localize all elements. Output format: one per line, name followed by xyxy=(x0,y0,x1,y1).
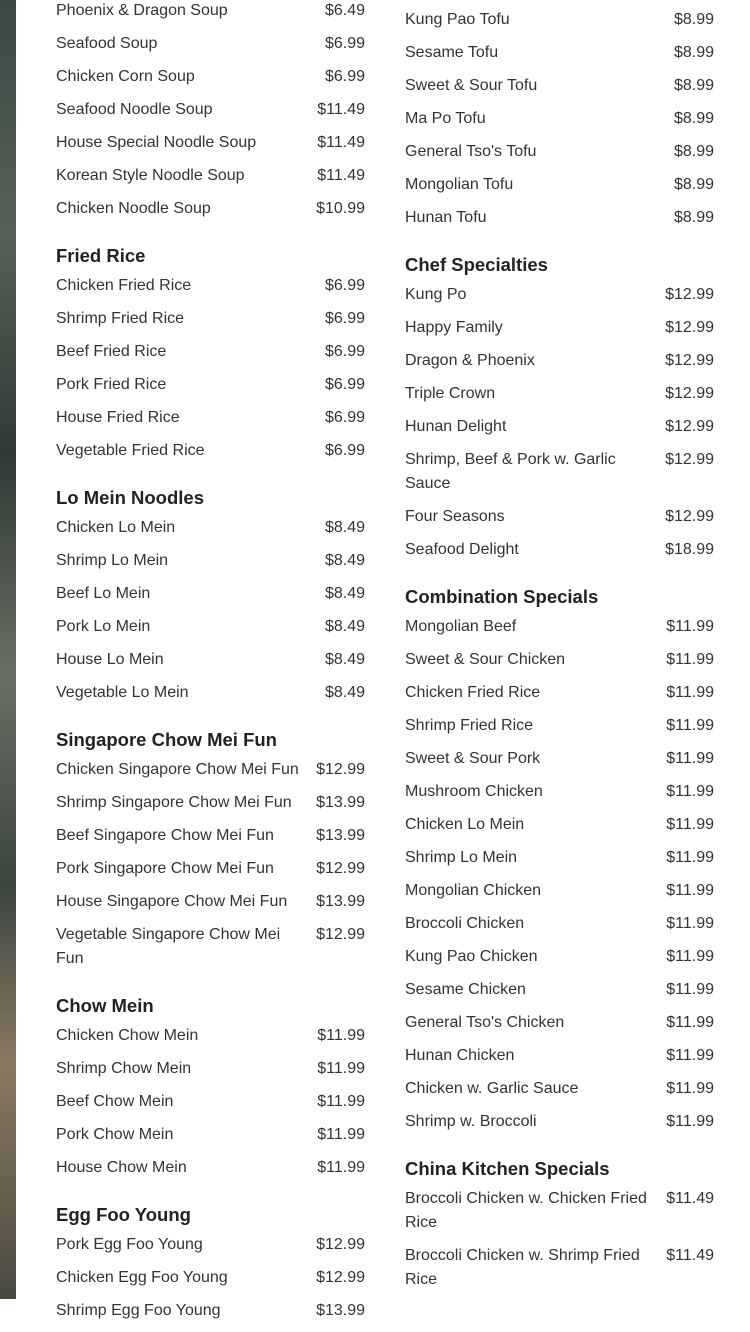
item-price: $11.49 xyxy=(666,1247,714,1264)
menu-item xyxy=(56,0,365,23)
menu-item xyxy=(405,714,714,738)
item-name: Chicken Fried Rice xyxy=(56,277,192,294)
item-price: $8.49 xyxy=(324,519,365,536)
menu-item xyxy=(56,549,365,573)
item-name: Chicken Noodle Soup xyxy=(56,200,211,217)
menu-item xyxy=(405,1011,714,1035)
item-name: Pork Fried Rice xyxy=(56,376,167,393)
menu-item xyxy=(56,890,365,914)
menu-item xyxy=(405,415,714,439)
menu-item xyxy=(56,65,365,89)
menu-item xyxy=(405,1244,714,1292)
item-name: Phoenix & Dragon Soup xyxy=(56,2,228,19)
item-name: Vegetable Fried Rice xyxy=(56,442,205,459)
item-name: Shrimp Egg Foo Young xyxy=(56,1302,221,1319)
menu-item xyxy=(405,681,714,705)
item-price: $11.99 xyxy=(666,915,714,932)
item-name: Pork Chow Mein xyxy=(56,1126,174,1143)
menu-item xyxy=(56,791,365,815)
item-price: $8.49 xyxy=(324,585,365,602)
section-title: China Kitchen Specials xyxy=(405,1158,610,1179)
item-name: Kung Po xyxy=(405,286,467,303)
item-price: $12.99 xyxy=(316,1236,365,1253)
menu-item xyxy=(405,615,714,639)
item-price: $6.49 xyxy=(324,2,365,19)
item-name: Pork Lo Mein xyxy=(56,618,151,635)
item-name: Hunan Chicken xyxy=(405,1047,515,1064)
item-price: $12.99 xyxy=(665,508,714,525)
menu-item xyxy=(405,1110,714,1134)
item-name: Shrimp, Beef & Pork w. Garlic Sauce xyxy=(405,451,616,492)
menu-item xyxy=(405,349,714,373)
menu-item xyxy=(405,780,714,804)
item-name: Ma Po Tofu xyxy=(405,110,486,127)
item-price: $6.99 xyxy=(324,277,365,294)
item-name: Chicken Corn Soup xyxy=(56,68,195,85)
item-name: Dragon & Phoenix xyxy=(405,352,535,369)
menu-item xyxy=(56,1123,365,1147)
item-name: Shrimp Fried Rice xyxy=(405,717,534,734)
menu-item xyxy=(405,1077,714,1101)
item-name: Happy Family xyxy=(405,319,503,336)
item-name: Shrimp Chow Mein xyxy=(56,1060,192,1077)
menu-item xyxy=(405,945,714,969)
item-price: $11.99 xyxy=(317,1093,365,1110)
item-price: $11.49 xyxy=(317,101,365,118)
item-price: $6.99 xyxy=(324,442,365,459)
item-name: Shrimp w. Broccoli xyxy=(405,1113,537,1130)
item-price: $13.99 xyxy=(316,794,365,811)
section-title: Fried Rice xyxy=(56,245,146,266)
item-name: Chicken Lo Mein xyxy=(405,816,525,833)
item-price: $6.99 xyxy=(324,35,365,52)
menu-item xyxy=(56,824,365,848)
item-name: Mongolian Beef xyxy=(405,618,517,635)
menu-item xyxy=(56,32,365,56)
item-name: Chicken Egg Foo Young xyxy=(56,1269,228,1286)
menu-section-chef-specialties xyxy=(405,253,714,562)
item-name: Chicken Fried Rice xyxy=(405,684,541,701)
item-price: $11.99 xyxy=(666,981,714,998)
item-price: $12.99 xyxy=(665,319,714,336)
item-price: $11.99 xyxy=(666,1014,714,1031)
item-name: Four Seasons xyxy=(405,508,505,525)
item-name: Beef Lo Mein xyxy=(56,585,151,602)
menu-item xyxy=(56,615,365,639)
item-price: $11.99 xyxy=(666,1113,714,1130)
menu-item xyxy=(56,131,365,155)
menu-item xyxy=(405,648,714,672)
item-name: Sweet & Sour Tofu xyxy=(405,77,538,94)
item-price: $12.99 xyxy=(316,860,365,877)
item-price: $8.49 xyxy=(324,552,365,569)
item-price: $11.99 xyxy=(317,1027,365,1044)
menu-item xyxy=(56,1090,365,1114)
item-name: Beef Chow Mein xyxy=(56,1093,174,1110)
item-price: $11.99 xyxy=(666,849,714,866)
menu-section-lo-mein-noodles xyxy=(56,486,365,705)
item-name: Vegetable Singapore Chow Mei Fun xyxy=(56,926,281,967)
item-name: General Tso's Tofu xyxy=(405,143,537,160)
section-title: Chow Mein xyxy=(56,995,154,1016)
menu-item xyxy=(405,41,714,65)
item-price: $11.99 xyxy=(666,783,714,800)
item-name: Seafood Delight xyxy=(405,541,519,558)
item-name: Shrimp Fried Rice xyxy=(56,310,185,327)
item-name: Pork Egg Foo Young xyxy=(56,1236,203,1253)
item-price: $13.99 xyxy=(316,827,365,844)
item-price: $8.99 xyxy=(673,77,714,94)
item-name: Shrimp Singapore Chow Mei Fun xyxy=(56,794,292,811)
item-price: $11.99 xyxy=(666,717,714,734)
background-photo-strip xyxy=(0,0,16,1299)
menu-item xyxy=(56,1024,365,1048)
menu-section-combination-specials xyxy=(405,585,714,1134)
menu-section-singapore-chow-mei-fun xyxy=(56,728,365,971)
item-price: $8.49 xyxy=(324,618,365,635)
item-name: Hunan Tofu xyxy=(405,209,487,226)
item-name: House Fried Rice xyxy=(56,409,180,426)
menu-item xyxy=(405,505,714,529)
menu-item xyxy=(405,74,714,98)
item-price: $10.99 xyxy=(316,200,365,217)
menu-item xyxy=(405,747,714,771)
menu-item xyxy=(56,1057,365,1081)
item-name: Broccoli Chicken w. Shrimp Fried Rice xyxy=(405,1247,640,1288)
item-name: General Tso's Chicken xyxy=(405,1014,565,1031)
item-name: Pork Singapore Chow Mei Fun xyxy=(56,860,274,877)
menu-section-egg-foo-young xyxy=(56,1203,365,1323)
item-name: Sweet & Sour Pork xyxy=(405,750,541,767)
item-name: House Singapore Chow Mei Fun xyxy=(56,893,288,910)
item-price: $11.49 xyxy=(317,134,365,151)
item-name: Mushroom Chicken xyxy=(405,783,543,800)
item-price: $11.99 xyxy=(666,1047,714,1064)
item-price: $11.49 xyxy=(317,167,365,184)
menu-item xyxy=(56,923,365,971)
item-name: Sesame Tofu xyxy=(405,44,499,61)
menu-item xyxy=(56,1233,365,1257)
item-name: Chicken Chow Mein xyxy=(56,1027,199,1044)
item-price: $13.99 xyxy=(316,893,365,910)
menu-item xyxy=(405,173,714,197)
item-price: $11.99 xyxy=(317,1159,365,1176)
menu-item xyxy=(56,1156,365,1180)
menu-item xyxy=(405,912,714,936)
menu-section xyxy=(56,0,365,221)
menu-item xyxy=(56,164,365,188)
item-price: $6.99 xyxy=(324,310,365,327)
item-name: Vegetable Lo Mein xyxy=(56,684,189,701)
item-price: $11.99 xyxy=(666,948,714,965)
menu-item xyxy=(56,439,365,463)
menu-item xyxy=(405,206,714,230)
menu-item xyxy=(56,307,365,331)
menu-section-china-kitchen-specials xyxy=(405,1157,714,1292)
item-name: Mongolian Chicken xyxy=(405,882,542,899)
item-price: $12.99 xyxy=(665,385,714,402)
item-price: $12.99 xyxy=(316,761,365,778)
section-title: Combination Specials xyxy=(405,586,599,607)
item-name: Hunan Delight xyxy=(405,418,507,435)
item-price: $11.99 xyxy=(666,882,714,899)
item-name: Shrimp Lo Mein xyxy=(56,552,169,569)
item-price: $12.99 xyxy=(665,352,714,369)
menu-item xyxy=(405,8,714,32)
menu-item xyxy=(56,758,365,782)
menu-item xyxy=(56,648,365,672)
item-name: Chicken w. Garlic Sauce xyxy=(405,1080,579,1097)
item-price: $12.99 xyxy=(665,451,714,468)
item-name: House Special Noodle Soup xyxy=(56,134,257,151)
item-price: $6.99 xyxy=(324,68,365,85)
item-price: $11.99 xyxy=(666,651,714,668)
menu-item xyxy=(405,107,714,131)
item-name: House Lo Mein xyxy=(56,651,164,668)
menu-item xyxy=(56,340,365,364)
item-name: Seafood Noodle Soup xyxy=(56,101,213,118)
item-price: $8.49 xyxy=(324,684,365,701)
item-name: Triple Crown xyxy=(405,385,496,402)
item-price: $11.99 xyxy=(666,750,714,767)
menu-item xyxy=(56,406,365,430)
menu-column-left xyxy=(56,0,365,1332)
item-price: $8.99 xyxy=(673,110,714,127)
item-name: Kung Pao Chicken xyxy=(405,948,538,965)
menu-item xyxy=(405,283,714,307)
item-price: $6.99 xyxy=(324,376,365,393)
section-title: Chef Specialties xyxy=(405,254,548,275)
item-name: Sweet & Sour Chicken xyxy=(405,651,566,668)
menu-item xyxy=(56,1266,365,1290)
item-price: $11.99 xyxy=(317,1060,365,1077)
item-name: Beef Fried Rice xyxy=(56,343,167,360)
menu-item xyxy=(56,582,365,606)
menu-item xyxy=(405,1187,714,1235)
item-price: $8.99 xyxy=(673,44,714,61)
menu-item xyxy=(405,448,714,496)
menu-item xyxy=(405,382,714,406)
menu-item xyxy=(405,538,714,562)
item-price: $8.49 xyxy=(324,651,365,668)
item-price: $11.99 xyxy=(666,1080,714,1097)
item-price: $12.99 xyxy=(665,286,714,303)
item-name: Korean Style Noodle Soup xyxy=(56,167,245,184)
menu-item xyxy=(56,1299,365,1323)
menu-item xyxy=(405,316,714,340)
menu-item xyxy=(405,1044,714,1068)
menu-item xyxy=(56,98,365,122)
item-name: Chicken Singapore Chow Mei Fun xyxy=(56,761,299,778)
menu-section-chow-mein xyxy=(56,994,365,1180)
item-name: Mongolian Tofu xyxy=(405,176,514,193)
menu-item xyxy=(56,197,365,221)
item-price: $8.99 xyxy=(673,11,714,28)
section-title: Lo Mein Noodles xyxy=(56,487,204,508)
menu-item xyxy=(56,516,365,540)
menu-item xyxy=(56,681,365,705)
item-price: $11.99 xyxy=(666,684,714,701)
menu-item xyxy=(405,879,714,903)
menu-item xyxy=(56,274,365,298)
item-name: Chicken Lo Mein xyxy=(56,519,176,536)
item-name: Beef Singapore Chow Mei Fun xyxy=(56,827,274,844)
item-price: $6.99 xyxy=(324,409,365,426)
item-price: $6.99 xyxy=(324,343,365,360)
item-name: House Chow Mein xyxy=(56,1159,187,1176)
item-name: Seafood Soup xyxy=(56,35,158,52)
menu-item xyxy=(405,140,714,164)
menu-item xyxy=(56,373,365,397)
item-price: $12.99 xyxy=(316,1269,365,1286)
item-price: $8.99 xyxy=(673,143,714,160)
section-title: Singapore Chow Mei Fun xyxy=(56,729,277,750)
item-name: Broccoli Chicken xyxy=(405,915,525,932)
item-price: $11.99 xyxy=(317,1126,365,1143)
menu-item xyxy=(405,813,714,837)
menu-section xyxy=(405,0,714,230)
item-price: $12.99 xyxy=(316,926,365,943)
menu-section-fried-rice xyxy=(56,244,365,463)
item-price: $11.99 xyxy=(666,816,714,833)
item-name: Broccoli Chicken w. Chicken Fried Rice xyxy=(405,1190,647,1231)
item-price: $11.49 xyxy=(666,1190,714,1207)
item-price: $8.99 xyxy=(673,209,714,226)
item-price: $18.99 xyxy=(665,541,714,558)
item-price: $12.99 xyxy=(665,418,714,435)
item-name: Shrimp Lo Mein xyxy=(405,849,518,866)
section-title: Egg Foo Young xyxy=(56,1204,191,1225)
item-price: $8.99 xyxy=(673,176,714,193)
menu-item xyxy=(56,857,365,881)
menu-item xyxy=(405,978,714,1002)
item-price: $11.99 xyxy=(666,618,714,635)
item-name: Kung Pao Tofu xyxy=(405,11,510,28)
menu-item xyxy=(405,846,714,870)
item-name: Sesame Chicken xyxy=(405,981,526,998)
item-price: $13.99 xyxy=(316,1302,365,1319)
menu-column-right xyxy=(405,0,714,1301)
